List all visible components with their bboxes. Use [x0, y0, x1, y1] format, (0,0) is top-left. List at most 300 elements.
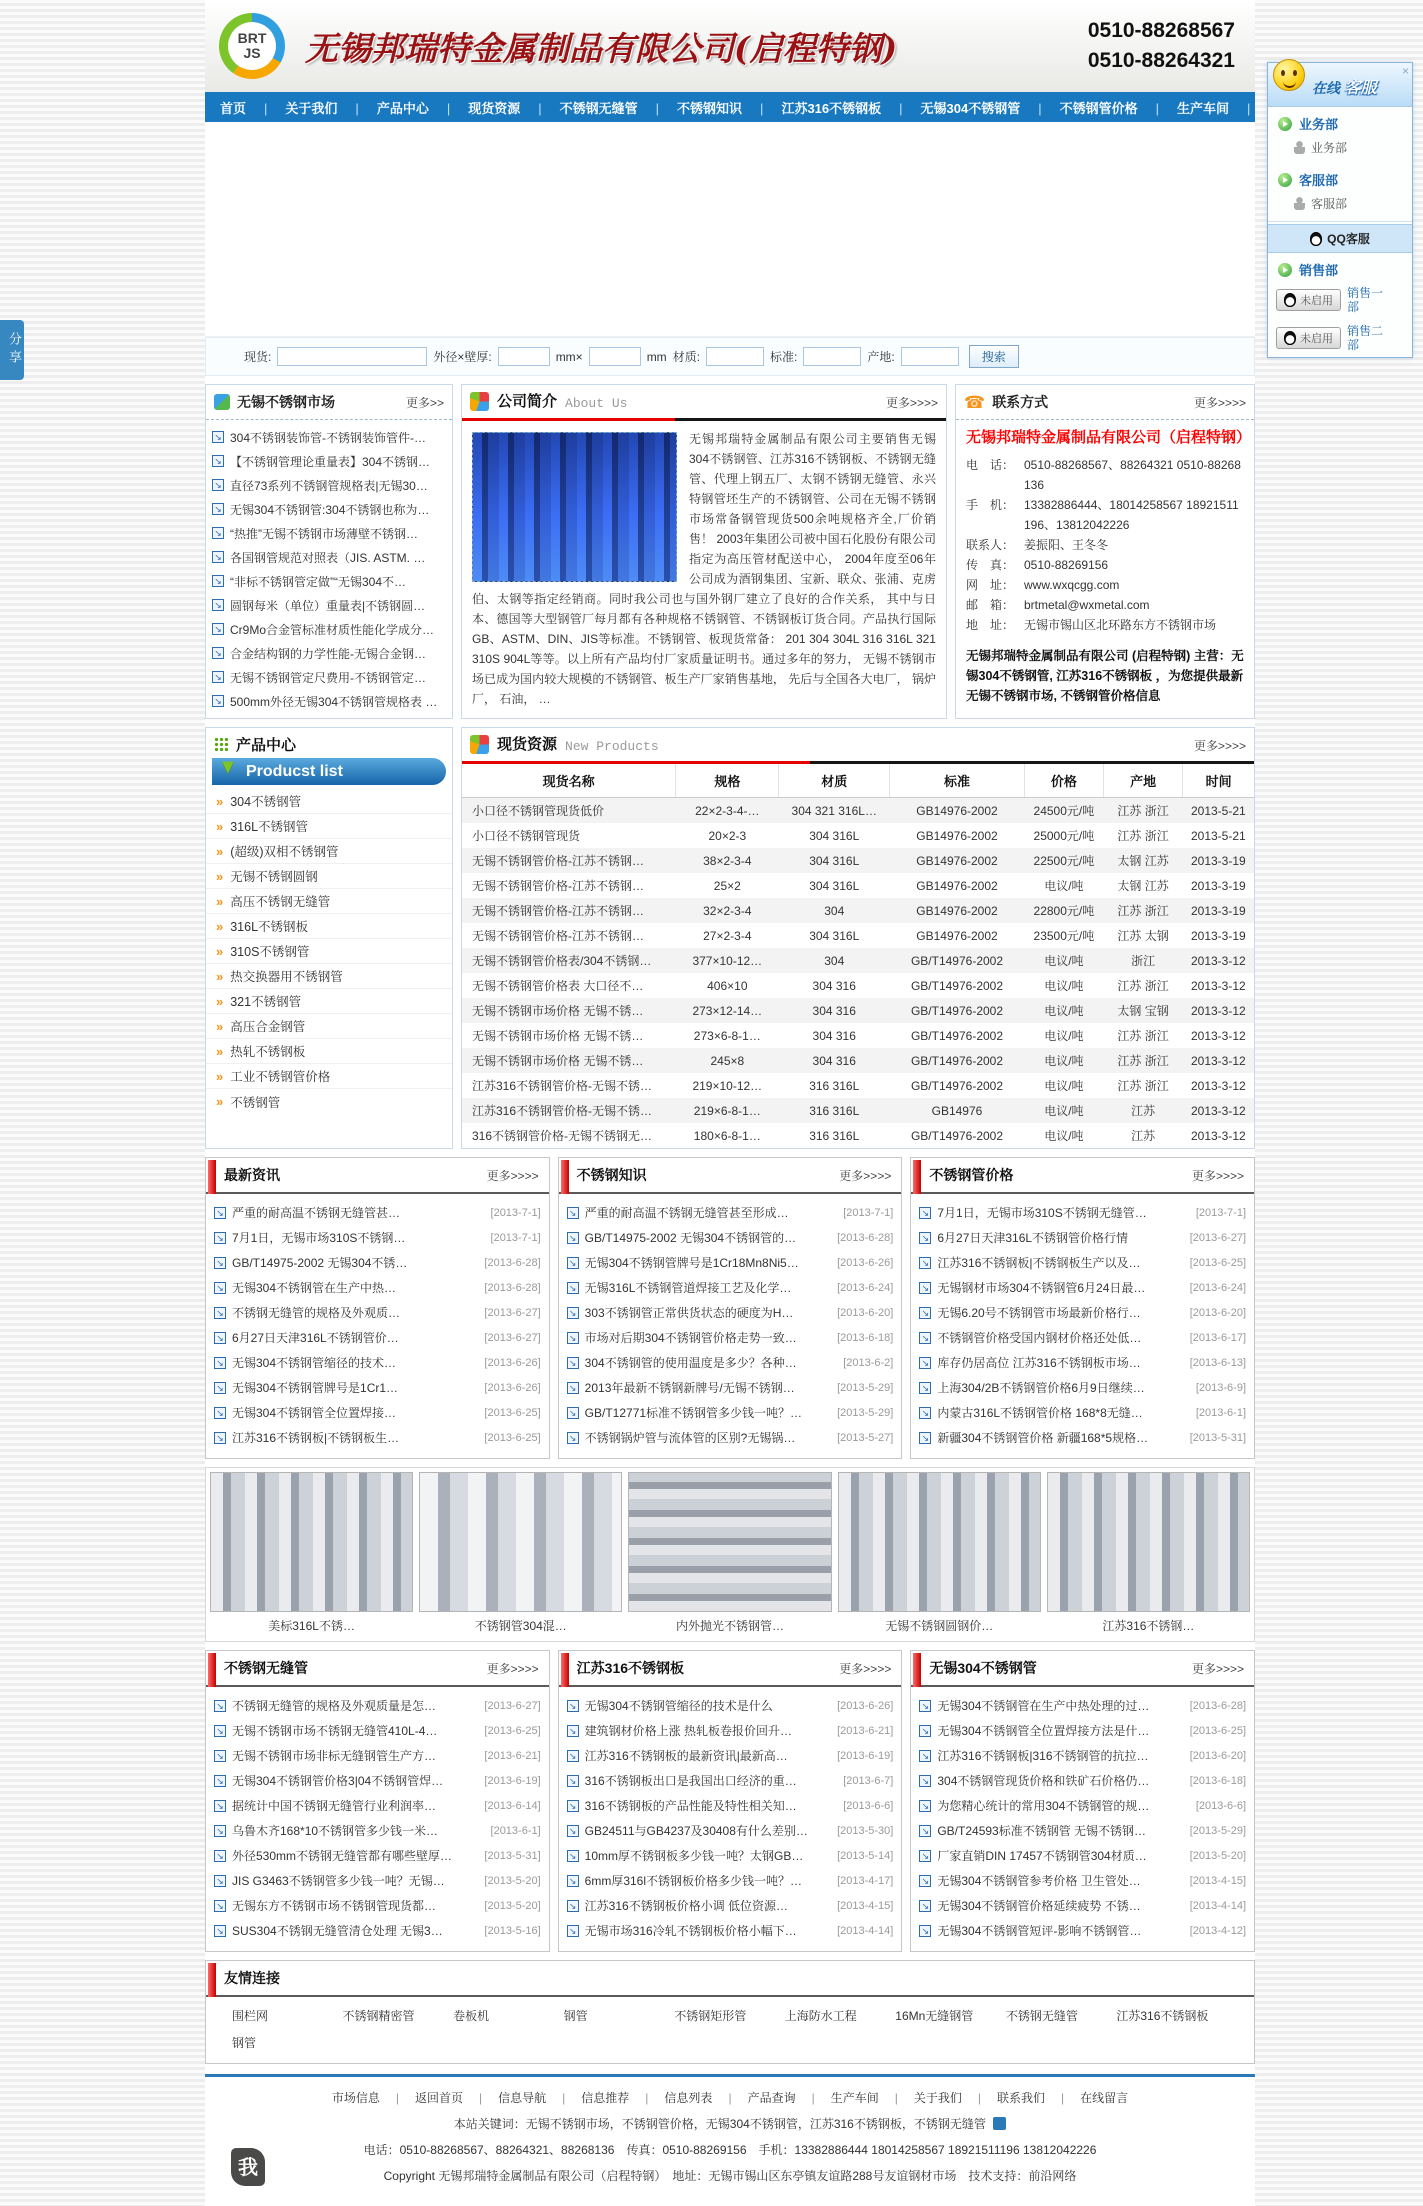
product-category-item[interactable] [206, 864, 452, 889]
product-category-list [206, 785, 452, 1116]
table-row[interactable] [462, 1023, 1254, 1048]
news-list-item[interactable] [214, 1225, 541, 1250]
origin-input[interactable] [901, 347, 959, 366]
cell-date: 2013-3-12 [1183, 1048, 1254, 1073]
cell-material: 304 316L [779, 848, 890, 873]
orange-arrow-icon: » [216, 943, 224, 959]
friend-links-title: 友情连接 [224, 1970, 280, 1986]
news-list-item[interactable] [567, 1843, 894, 1868]
col-name: 现货名称 [462, 764, 676, 798]
wall-thickness-input[interactable] [589, 347, 641, 366]
list-arrow-icon: ↘ [919, 1775, 931, 1787]
news-list-item[interactable] [919, 1225, 1246, 1250]
news-list-item[interactable] [214, 1693, 541, 1718]
qq-penguin-icon [1310, 232, 1322, 246]
share-tab[interactable]: 分享 [0, 320, 24, 380]
list-arrow-icon: ↘ [212, 671, 224, 683]
footer-nav-item[interactable]: 返回首页 | [407, 2089, 490, 2106]
cell-origin: 浙江 [1103, 948, 1182, 973]
gallery-photo [1047, 1472, 1250, 1612]
news-list-item[interactable] [919, 1768, 1246, 1793]
news-item-date: [2013-6-28] [1189, 1699, 1247, 1712]
product-category-item[interactable] [206, 1014, 452, 1039]
news-list-item[interactable] [919, 1718, 1246, 1743]
news-row-bottom [205, 1650, 1255, 1952]
news-list-item[interactable] [214, 1743, 541, 1768]
qq-chat-button[interactable] [1276, 289, 1341, 311]
list-arrow-icon: ↘ [919, 1850, 931, 1862]
news-list-item[interactable] [567, 1400, 894, 1425]
news-list-item[interactable] [214, 1350, 541, 1375]
product-category-item[interactable] [206, 1039, 452, 1064]
market-list-item[interactable] [212, 689, 446, 713]
material-input[interactable] [706, 347, 764, 366]
news-more-link[interactable]: 更多>>>> [839, 1168, 892, 1183]
list-arrow-icon: ↘ [919, 1307, 931, 1319]
product-category-item[interactable] [206, 939, 452, 964]
friend-link[interactable]: 围栏网 [232, 2009, 269, 2023]
market-list-item[interactable] [212, 593, 446, 617]
news-list-item[interactable] [567, 1743, 894, 1768]
news-item-date: [2013-5-20] [484, 1899, 541, 1912]
news-list-item[interactable] [567, 1275, 894, 1300]
table-row[interactable] [462, 948, 1254, 973]
list-arrow-icon: ↘ [214, 1307, 226, 1319]
company-logo [219, 13, 285, 79]
news-more-link[interactable]: 更多>>>> [486, 1661, 539, 1676]
product-category-item[interactable] [206, 1064, 452, 1089]
news-item-date: [2013-5-20] [484, 1874, 541, 1887]
contact-title: 联系方式 [992, 394, 1049, 410]
contact-row-label: 网 址： [966, 577, 1015, 592]
news-more-link[interactable]: 更多>>>> [1191, 1168, 1245, 1183]
news-list-item[interactable] [214, 1200, 541, 1225]
friend-link[interactable]: 16Mn无缝钢管 [895, 2009, 974, 2023]
cell-material: 304 [779, 948, 890, 973]
table-row[interactable] [462, 798, 1254, 824]
nav-item[interactable]: 不锈钢知识 | [668, 98, 772, 117]
cell-price: 电议/吨 [1024, 1048, 1103, 1073]
news-list-item[interactable] [919, 1893, 1246, 1918]
news-list-item[interactable] [567, 1693, 894, 1718]
list-arrow-icon: ↘ [919, 1282, 931, 1294]
news-box-pipe-price [910, 1157, 1255, 1459]
nav-item[interactable]: 现货资源 | [459, 98, 550, 117]
news-item-date: [2013-4-12] [1189, 1924, 1247, 1937]
news-item-date: [2013-6-28] [484, 1281, 541, 1294]
news-list-item[interactable] [214, 1425, 541, 1450]
gallery-item[interactable] [628, 1472, 831, 1637]
service-group-business[interactable] [1268, 107, 1412, 135]
stock-table [462, 764, 1254, 1148]
news-more-link[interactable]: 更多>>>> [839, 1661, 892, 1676]
news-list-item[interactable] [567, 1375, 894, 1400]
stock-table-body [462, 798, 1254, 1149]
news-list-item[interactable] [919, 1400, 1246, 1425]
news-item-date: [2013-4-17] [837, 1874, 894, 1887]
product-category-item[interactable] [206, 989, 452, 1014]
product-category-label: 304不锈钢管 [230, 795, 302, 809]
news-item-date: [2013-6-19] [484, 1774, 541, 1787]
table-row[interactable] [462, 873, 1254, 898]
friend-links-box [205, 1960, 1255, 2064]
middle-content-row [205, 727, 1255, 1149]
news-list-item[interactable] [919, 1918, 1246, 1943]
news-list-item[interactable] [567, 1250, 894, 1275]
market-list-item[interactable] [212, 497, 446, 521]
gallery-item[interactable] [1047, 1472, 1250, 1637]
news-list-item[interactable] [214, 1793, 541, 1818]
nav-item[interactable]: 产品中心 | [368, 98, 459, 117]
contact-row [966, 575, 1244, 595]
news-item-text: 江苏316不锈钢板价格小调 低位资源… [584, 1899, 789, 1913]
market-list-item[interactable] [212, 473, 446, 497]
news-list-item[interactable] [567, 1768, 894, 1793]
news-list-item[interactable] [919, 1743, 1246, 1768]
news-list-item[interactable] [214, 1375, 541, 1400]
service-contact-support[interactable] [1268, 191, 1412, 219]
cube-icon [214, 394, 230, 410]
product-center-title: 产品中心 [236, 737, 297, 754]
news-list-item[interactable] [214, 1843, 541, 1868]
search-button[interactable]: 搜索 [969, 345, 1019, 368]
news-list [911, 1194, 1254, 1458]
list-arrow-icon: ↘ [214, 1925, 226, 1937]
table-row[interactable] [462, 998, 1254, 1023]
cell-date: 2013-3-12 [1183, 998, 1254, 1023]
table-row[interactable] [462, 848, 1254, 873]
table-row[interactable] [462, 923, 1254, 948]
news-item-text: 无锡304不锈钢管全位置焊接… [232, 1406, 397, 1420]
news-item-text: 无锡304不锈钢管牌号是1Cr18Mn8Ni5… [584, 1256, 799, 1270]
cell-price: 24500元/吨 [1024, 798, 1103, 824]
news-list-item[interactable] [919, 1350, 1246, 1375]
news-item-date: [2013-6-21] [837, 1724, 894, 1737]
gallery-item[interactable] [419, 1472, 622, 1637]
news-list-item[interactable] [567, 1918, 894, 1943]
news-item-date: [2013-6-1] [490, 1824, 541, 1837]
cell-spec: 180×6-8-1… [693, 1128, 761, 1143]
standard-label: 标准: [770, 350, 798, 364]
cell-spec: 22×2-3-4-… [676, 798, 779, 824]
table-row[interactable] [462, 1073, 1254, 1098]
list-arrow-icon: ↘ [214, 1332, 226, 1344]
market-list-item[interactable] [212, 617, 446, 641]
contact-row-value: 0510-88269156 [1024, 557, 1109, 572]
news-list-item[interactable] [214, 1893, 541, 1918]
news-item-date: [2013-6-27] [484, 1699, 541, 1712]
news-list-item[interactable] [214, 1400, 541, 1425]
footer-nav-item[interactable]: 产品查询 | [740, 2089, 823, 2106]
contact-more-link[interactable]: 更多>>>> [1193, 395, 1246, 410]
news-list-item[interactable] [919, 1375, 1246, 1400]
news-list-item[interactable] [567, 1300, 894, 1325]
unit-mm-x: mm× [555, 349, 583, 364]
nav-item[interactable]: 不锈钢无缝管 | [551, 98, 668, 117]
friend-link[interactable]: 不锈钢无缝管 [1005, 2009, 1078, 2023]
smiley-icon [1273, 59, 1305, 91]
news-item-text: 不锈钢无缝管的规格及外观质… [232, 1306, 401, 1320]
service-group-label: 销售部 [1299, 263, 1339, 278]
news-item-date: [2013-5-20] [1189, 1849, 1247, 1862]
footer-nav-item[interactable]: 联系我们 | [989, 2089, 1072, 2106]
news-list-item[interactable] [919, 1425, 1246, 1450]
person-icon [1294, 197, 1305, 210]
news-list-item[interactable] [567, 1818, 894, 1843]
friend-link[interactable]: 不锈钢精密管 [342, 2009, 415, 2023]
cell-standard: GB14976-2002 [890, 898, 1025, 923]
news-item-text: 江苏316不锈钢板的最新资讯|最新高… [584, 1749, 788, 1763]
cell-material: 316 316L [809, 1128, 860, 1143]
orange-arrow-icon: » [216, 1043, 224, 1059]
news-item-date: [2013-6-20] [1189, 1306, 1247, 1319]
news-item-date: [2013-5-30] [837, 1824, 894, 1837]
footer-nav-item[interactable]: 在线留言 [1080, 2091, 1129, 2105]
news-list-item[interactable] [214, 1718, 541, 1743]
friend-link[interactable]: 卷板机 [453, 2009, 490, 2023]
friend-link[interactable]: 江苏316不锈钢板 [1116, 2009, 1209, 2023]
nav-item[interactable]: 关于我们 | [276, 98, 367, 117]
contact-summary: 无锡邦瑞特金属制品有限公司 (启程特钢) 主营：无锡304不锈钢管, 江苏316不锈钢板 ，为您提供最新无锡不锈钢市场, 不锈钢管价格信息 [966, 648, 1244, 703]
news-list-item[interactable] [919, 1200, 1246, 1225]
product-category-item[interactable] [206, 814, 452, 839]
cell-name: 无锡不锈钢管价格-江苏不锈钢… [472, 879, 644, 893]
friend-link[interactable]: 钢管 [232, 2036, 257, 2050]
gallery-item[interactable] [838, 1472, 1041, 1637]
news-list-item[interactable] [214, 1275, 541, 1300]
stock-subtitle: New Products [565, 739, 659, 754]
product-category-item[interactable] [206, 839, 452, 864]
market-item-text: 304不锈钢装饰管-不锈钢装饰管件-… [230, 430, 427, 445]
gallery-photo [419, 1472, 622, 1612]
cell-material: 304 [779, 898, 890, 923]
footer-phones: 电话：0510-88268567、88264321、88268136 传真：0510-88269156 手机：13382886444 18014258567 18921511196 13812042226 [363, 2143, 1097, 2157]
online-service-panel [1267, 62, 1413, 358]
product-category-item[interactable] [206, 789, 452, 814]
news-more-link[interactable]: 更多>>>> [1191, 1661, 1245, 1676]
cell-standard: GB14976-2002 [916, 828, 998, 843]
list-arrow-icon: ↘ [919, 1207, 931, 1219]
product-category-item[interactable] [206, 889, 452, 914]
news-item-text: 无锡不锈钢市场非标无缝钢管生产方… [232, 1749, 437, 1763]
market-list-item[interactable] [212, 449, 446, 473]
product-center-subtitle: Producst list [246, 763, 343, 780]
news-list-item[interactable] [567, 1325, 894, 1350]
news-item-text: 新疆304不锈钢管价格 新疆168*5规格… [937, 1431, 1149, 1445]
stock-more-link[interactable]: 更多>>>> [1193, 739, 1246, 753]
orange-arrow-icon: » [216, 968, 224, 984]
qq-chat-button[interactable] [1276, 327, 1341, 349]
close-icon[interactable]: × [1401, 64, 1409, 78]
contact-row [966, 535, 1244, 555]
cell-material: 304 316L [809, 878, 860, 893]
cell-origin: 江苏 [1131, 1129, 1156, 1143]
cell-name: 无锡不锈钢管价格表/304不锈钢… [462, 948, 676, 973]
list-arrow-icon: ↘ [567, 1700, 579, 1712]
news-list-item[interactable] [919, 1868, 1246, 1893]
market-list-item[interactable] [212, 425, 446, 449]
footer-nav-item[interactable]: 关于我们 | [906, 2089, 989, 2106]
table-row[interactable] [462, 898, 1254, 923]
product-category-label: 工业不锈钢管价格 [230, 1070, 331, 1084]
about-more-link[interactable]: 更多>>>> [885, 396, 938, 410]
market-list-item[interactable] [212, 569, 446, 593]
list-arrow-icon: ↘ [212, 527, 224, 539]
news-list-item[interactable] [214, 1818, 541, 1843]
friend-link[interactable]: 钢管 [563, 2009, 588, 2023]
company-logo-text [228, 22, 276, 70]
news-item-date: [2013-5-31] [1189, 1431, 1247, 1444]
market-list-item[interactable] [212, 545, 446, 569]
news-box-header [559, 1158, 902, 1194]
cell-price: 电议/吨 [1044, 1029, 1084, 1043]
news-item-text: 无锡不锈钢市场不锈钢无缝管410L-4… [232, 1724, 438, 1738]
footer-nav-item[interactable]: 信息导航 | [490, 2089, 573, 2106]
news-item-text: 无锡304不锈钢管全位置焊接方法是什… [937, 1724, 1150, 1738]
market-list-item[interactable] [212, 521, 446, 545]
stat-badge[interactable]: 我 [231, 2148, 265, 2186]
news-list-item[interactable] [919, 1275, 1246, 1300]
news-item-text: 江苏316不锈钢板|不锈钢板生… [232, 1431, 400, 1445]
news-list-item[interactable] [919, 1300, 1246, 1325]
material-label: 材质: [672, 350, 701, 364]
news-list-item[interactable] [214, 1868, 541, 1893]
news-list-item[interactable] [567, 1893, 894, 1918]
cell-standard: GB14976-2002 [916, 928, 998, 943]
news-item-text: 无锡304不锈钢管短评-影响不锈钢管… [937, 1924, 1142, 1938]
news-list-item[interactable] [919, 1325, 1246, 1350]
news-item-text: GB/T24593标准不锈钢管 无锡不锈钢… [937, 1824, 1147, 1838]
table-row[interactable] [462, 1123, 1254, 1148]
news-item-text: GB/T14975-2002 无锡304不锈… [232, 1256, 408, 1270]
news-list-item[interactable] [214, 1325, 541, 1350]
market-item-text: 【不锈钢管理论重量表】304不锈钢… [230, 454, 431, 469]
news-list-item[interactable] [214, 1300, 541, 1325]
news-list-item[interactable] [567, 1868, 894, 1893]
footer-nav-item[interactable]: 市场信息 | [324, 2089, 407, 2106]
news-list-item[interactable] [567, 1350, 894, 1375]
market-list-item[interactable] [212, 665, 446, 689]
news-list-item[interactable] [919, 1793, 1246, 1818]
footer-nav-item[interactable]: 生产车间 | [823, 2089, 906, 2106]
cell-material: 304 316 [779, 1048, 890, 1073]
nav-item[interactable]: 不锈钢管价格 | [1051, 98, 1168, 117]
service-group-support[interactable] [1268, 163, 1412, 191]
gallery-item[interactable] [210, 1472, 413, 1637]
product-category-item[interactable] [206, 1089, 452, 1114]
market-list-item[interactable] [212, 641, 446, 665]
news-list-item[interactable] [214, 1918, 541, 1943]
product-category-item[interactable] [206, 964, 452, 989]
news-list-item[interactable] [919, 1818, 1246, 1843]
product-category-label: 316L不锈钢管 [230, 820, 309, 834]
product-category-item[interactable] [206, 914, 452, 939]
nav-item[interactable]: 无锡304不锈钢管 | [912, 98, 1051, 117]
news-list-item[interactable] [919, 1693, 1246, 1718]
list-arrow-icon: ↘ [214, 1875, 226, 1887]
list-arrow-icon: ↘ [567, 1725, 579, 1737]
nav-item[interactable]: 江苏316不锈钢板 | [772, 98, 911, 117]
friend-link[interactable]: 不锈钢矩形管 [674, 2009, 747, 2023]
news-item-date: [2013-6-24] [1189, 1281, 1247, 1294]
news-list-item[interactable] [567, 1200, 894, 1225]
product-category-label: 热轧不锈钢板 [230, 1045, 306, 1059]
news-item-date: [2013-6-27] [1189, 1231, 1247, 1244]
friend-links-header [206, 1961, 1254, 1997]
list-arrow-icon: ↘ [214, 1207, 226, 1219]
news-list-item[interactable] [919, 1843, 1246, 1868]
nav-item[interactable]: 生产车间 | [1168, 98, 1259, 117]
news-more-link[interactable]: 更多>>>> [486, 1168, 539, 1183]
footer-nav-item[interactable]: 信息列表 | [656, 2089, 739, 2106]
stock-name-input[interactable] [277, 347, 427, 366]
news-item-text: 无锡304不锈钢管在生产中热… [232, 1281, 397, 1295]
sales-contact-label[interactable]: 销售二部 [1347, 324, 1384, 352]
news-item-text: 厂家直销DIN 17457不锈钢管304材质… [937, 1849, 1147, 1863]
about-subtitle: About Us [565, 396, 628, 411]
market-more-link[interactable]: 更多>> [405, 395, 444, 410]
cell-origin: 江苏 浙江 [1117, 979, 1169, 993]
orange-arrow-icon: » [216, 1018, 224, 1034]
list-arrow-icon: ↘ [212, 623, 224, 635]
news-item-text: 无锡304不锈钢管缩径的技术… [232, 1356, 397, 1370]
orange-arrow-icon: » [216, 868, 224, 884]
list-arrow-icon: ↘ [919, 1725, 931, 1737]
product-category-label: (超级)双相不锈钢管 [230, 845, 339, 859]
news-list-item[interactable] [214, 1768, 541, 1793]
sales-contact-label[interactable]: 销售一部 [1347, 286, 1384, 314]
standard-input[interactable] [803, 347, 861, 366]
news-box-title: 最新资讯 [224, 1167, 280, 1183]
service-group-sales[interactable] [1268, 253, 1412, 281]
news-list-item[interactable] [567, 1425, 894, 1450]
news-item-text: 304不锈钢管的使用温度是多少？各种… [584, 1356, 797, 1370]
table-row[interactable] [462, 1098, 1254, 1123]
list-arrow-icon: ↘ [567, 1282, 579, 1294]
cell-spec: 25×2 [713, 878, 741, 893]
list-arrow-icon: ↘ [567, 1407, 579, 1419]
news-list-item[interactable] [919, 1250, 1246, 1275]
product-category-label: 321不锈钢管 [230, 995, 302, 1009]
nav-item[interactable]: 首页 | [211, 98, 276, 117]
list-arrow-icon: ↘ [214, 1700, 226, 1712]
news-item-date: [2013-6-19] [837, 1749, 894, 1762]
table-row[interactable] [462, 823, 1254, 848]
contact-row-label: 地 址： [966, 617, 1015, 632]
site-footer [205, 2074, 1255, 2206]
cell-spec: 273×6-8-1… [693, 1028, 761, 1043]
market-news-box [205, 384, 453, 719]
table-row[interactable] [462, 973, 1254, 998]
news-item-date: [2013-6-26] [484, 1356, 541, 1369]
footer-nav-item[interactable]: 信息推荐 | [573, 2089, 656, 2106]
cell-material: 304 316 [779, 998, 890, 1023]
list-arrow-icon: ↘ [567, 1825, 579, 1837]
news-list-item[interactable] [214, 1250, 541, 1275]
cell-spec: 38×2-3-4 [676, 848, 779, 873]
news-list [559, 1194, 902, 1458]
product-center-box [205, 727, 453, 1149]
list-arrow-icon: ↘ [214, 1850, 226, 1862]
news-list-item[interactable] [567, 1793, 894, 1818]
table-row[interactable] [462, 1048, 1254, 1073]
outer-diameter-input[interactable] [498, 347, 550, 366]
news-list-item[interactable] [567, 1225, 894, 1250]
friend-link[interactable]: 上海防水工程 [784, 2009, 857, 2023]
service-contact-business[interactable] [1268, 135, 1412, 163]
news-list-item[interactable] [567, 1718, 894, 1743]
contact-rows [956, 453, 1254, 639]
